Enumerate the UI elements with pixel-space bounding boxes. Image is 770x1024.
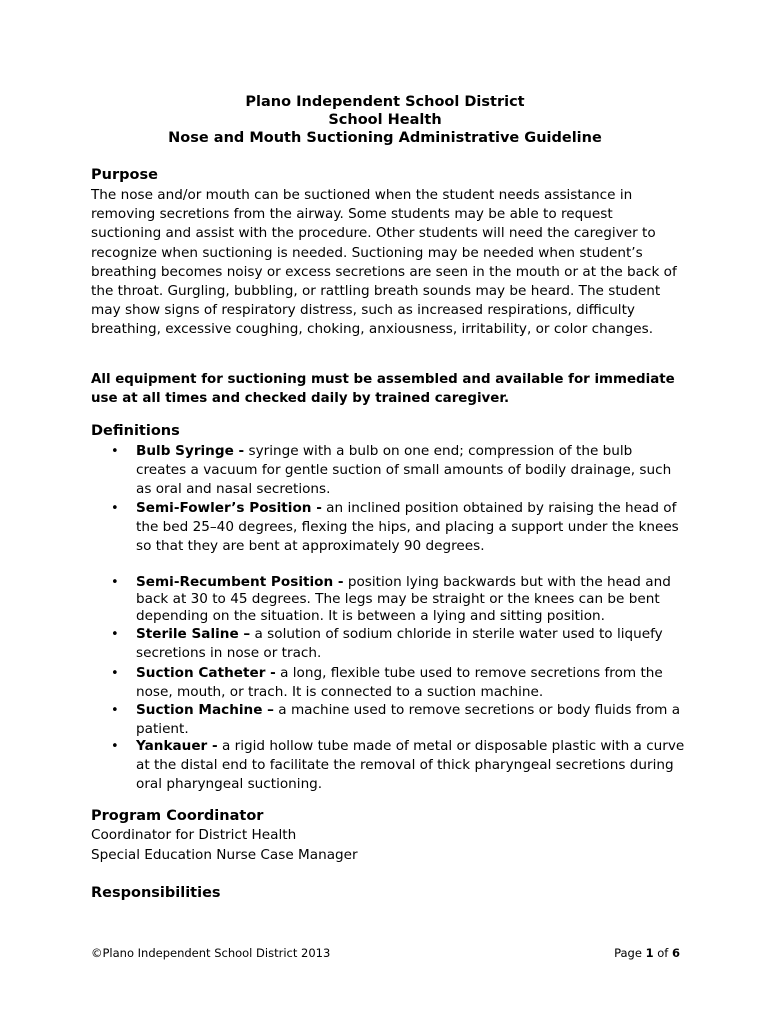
bullet-icon: •: [111, 444, 119, 459]
page-total: 6: [671, 946, 680, 960]
definition-term: Semi-Fowler’s Position -: [136, 500, 322, 516]
definition-term: Sterile Saline –: [136, 626, 251, 642]
page-number: [614, 946, 680, 960]
definition-term: Yankauer -: [136, 738, 218, 754]
bullet-icon: •: [111, 575, 119, 590]
definition-item: [111, 574, 686, 625]
program-coordinator-heading: Program Coordinator: [91, 808, 264, 824]
definition-item: [111, 625, 686, 663]
purpose-body: The nose and/or mouth can be suctioned when the student needs assistance in removing secretions from the airway. Some students may be able to request suctioning and assist with the procedure. Other students will need the caregiver to recognize when suctioning is needed. Suctioning may be needed when student’s breathing becomes noisy or excess secretions are seen in the mouth or at the back of the throat. Gurgling, bubbling, or rattling breath sounds may be heard. The student may show signs of respiratory distress, such as increased respirations, difficulty breathing, excessive coughing, choking, anxiousness, irritability, or color changes.: [91, 187, 677, 338]
definition-term: Bulb Syringe -: [136, 443, 245, 459]
definition-term: Suction Machine –: [136, 702, 274, 718]
definition-item: [111, 737, 686, 794]
document-header: [0, 93, 770, 147]
purpose-heading: Purpose: [91, 167, 158, 183]
definitions-heading: Definitions: [91, 423, 180, 439]
district-title: Plano Independent School District: [245, 94, 525, 110]
bullet-icon: •: [111, 627, 119, 642]
definition-term: Semi-Recumbent Position -: [136, 574, 344, 590]
definition-item: [111, 664, 686, 702]
definition-term: Suction Catheter -: [136, 665, 276, 681]
definition-desc: position lying backwards but with the head and back at 30 to 45 degrees. The legs may be straight or the knees can be bent depending on the situation. It is between a lying and sitting position.: [136, 574, 671, 624]
coordinator-line: Special Education Nurse Case Manager: [91, 847, 358, 863]
definition-desc: a long, flexible tube used to remove secretions from the nose, mouth, or trach. It is connected to a suction machine.: [136, 665, 663, 700]
definition-desc: syringe with a bulb on one end; compression of the bulb creates a vacuum for gentle suction of small amounts of bodily drainage, such as oral and nasal secretions.: [136, 443, 672, 497]
definition-desc: an inclined position obtained by raising the head of the bed 25–40 degrees, flexing the hips, and placing a support under the knees so that they are bent at approximately 90 degrees.: [136, 500, 679, 554]
responsibilities-heading: Responsibilities: [91, 885, 221, 901]
bullet-icon: •: [111, 703, 119, 718]
equipment-notice: All equipment for suctioning must be assembled and available for immediate use at all times and checked daily by trained caregiver.: [91, 372, 675, 407]
definition-item: [111, 442, 686, 499]
bullet-icon: •: [111, 739, 119, 754]
footer-copyright: ©Plano Independent School District 2013: [91, 946, 331, 960]
definition-desc: a machine used to remove secretions or body fluids from a patient.: [136, 702, 681, 737]
department-title: School Health: [328, 112, 442, 128]
coordinator-line: Coordinator for District Health: [91, 827, 297, 843]
bullet-icon: •: [111, 501, 119, 516]
definition-item: [111, 499, 686, 556]
page-of-label: of: [653, 946, 672, 960]
bullet-icon: •: [111, 666, 119, 681]
definition-desc: a solution of sodium chloride in sterile water used to liquefy secretions in nose or trach.: [136, 626, 663, 661]
page-label: Page: [614, 946, 646, 960]
definition-desc: a rigid hollow tube made of metal or disposable plastic with a curve at the distal end to facilitate the removal of thick pharyngeal secretions during oral pharyngeal suctioning.: [136, 738, 685, 792]
definition-item: [111, 701, 686, 739]
guideline-title: Nose and Mouth Suctioning Administrative Guideline: [168, 130, 602, 146]
page-current: 1: [645, 946, 654, 960]
